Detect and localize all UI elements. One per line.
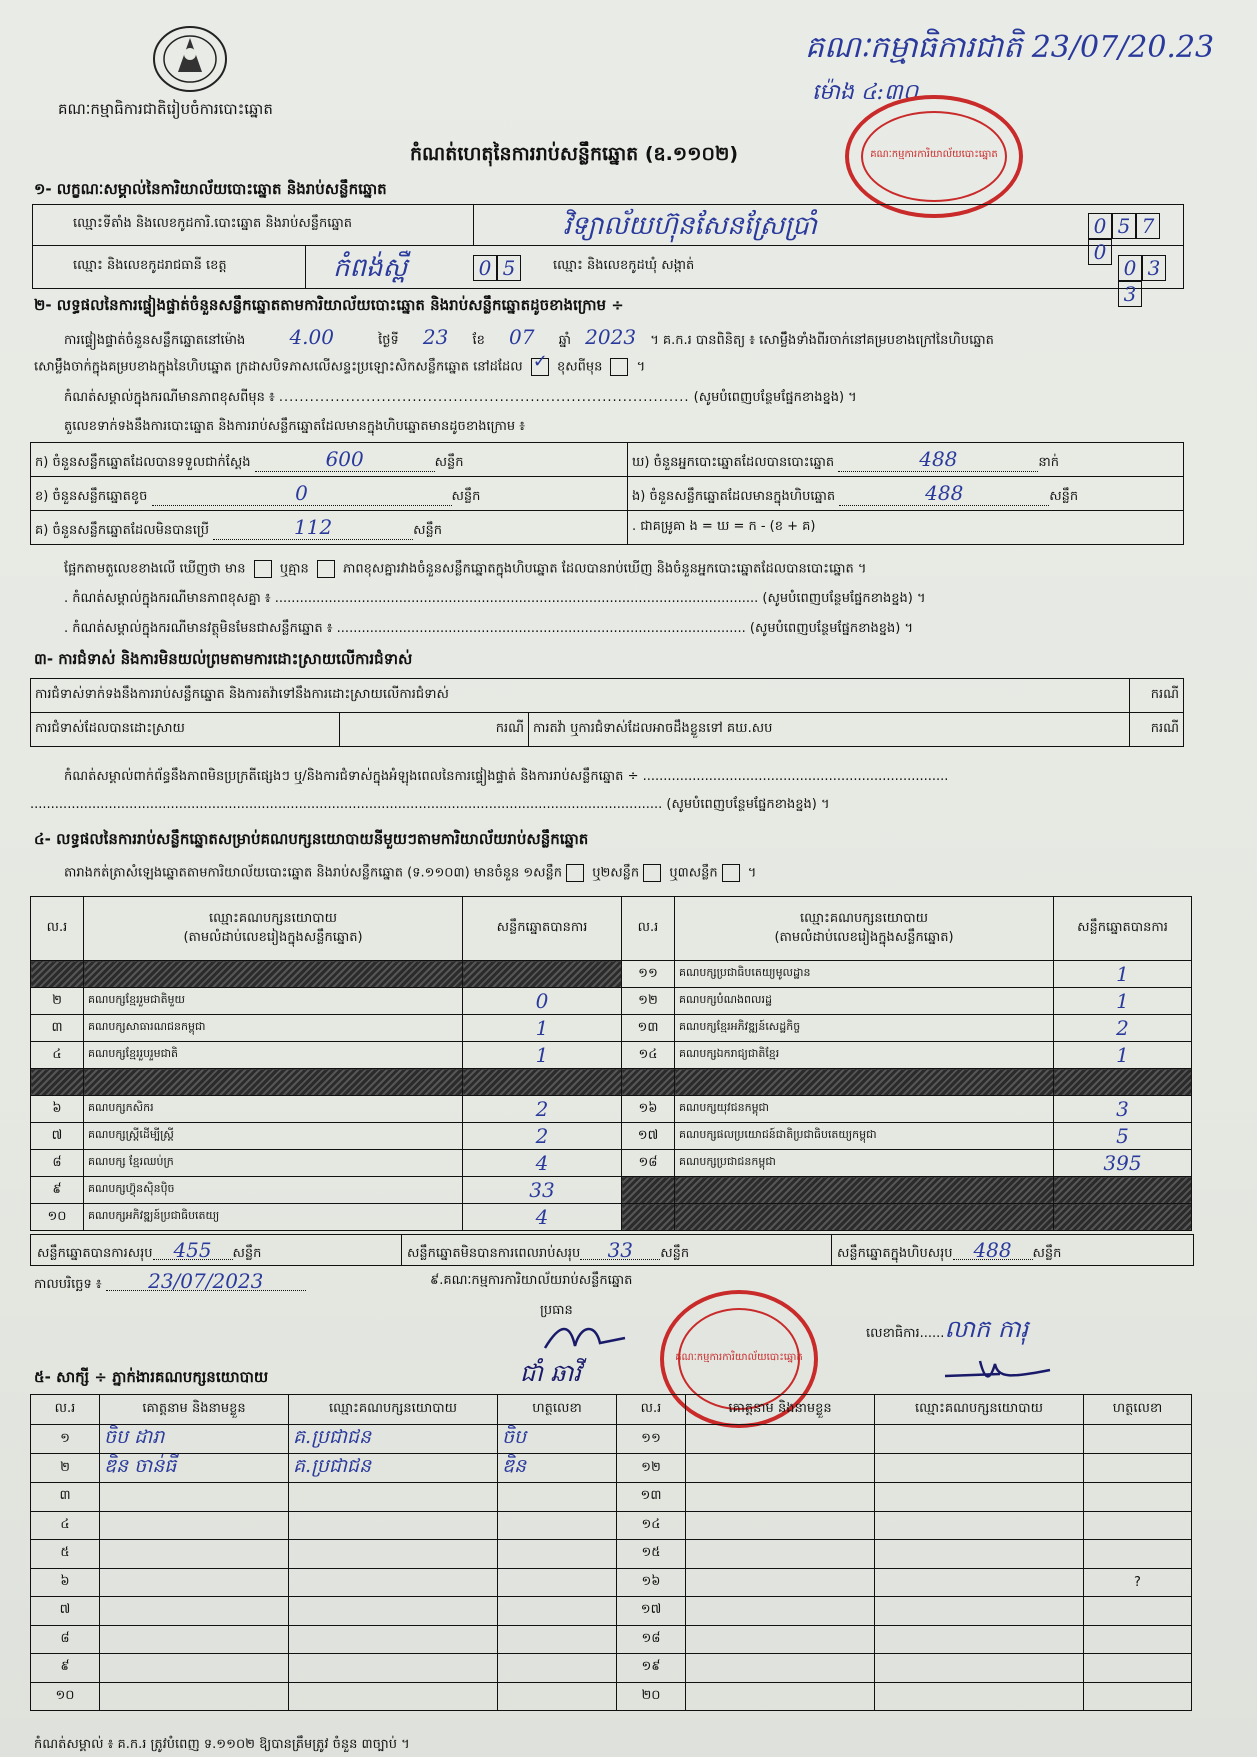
left-party-name (84, 1069, 463, 1096)
right-party-name (675, 1177, 1054, 1204)
irregularity-fill-note: (សូមបំពេញបន្ថែមផ្នែកខាងខ្នង) ។ (666, 797, 830, 812)
chair-name: ជាំ ឆាវី (520, 1359, 581, 1387)
commune-label: ឈ្មោះ និងលេខកូដឃុំ សង្កាត់ (553, 258, 695, 273)
witness-name-right (686, 1511, 875, 1540)
secretary-label: លេខាធិការ......លាក ការុ (866, 1315, 1029, 1343)
witness-party-right (875, 1483, 1084, 1512)
witness-signature-right (1084, 1454, 1192, 1483)
code-digit: 5 (1112, 213, 1136, 239)
witness-name (100, 1597, 289, 1626)
witness-name (100, 1483, 289, 1512)
verify-time: 4.00 (289, 325, 334, 349)
witness-name (100, 1511, 289, 1540)
witness-row (31, 1511, 1192, 1540)
witness-name-right (686, 1540, 875, 1569)
tally-3-label: ឬ៣សន្លឹក (669, 865, 718, 881)
witness-name (100, 1568, 289, 1597)
witness-row (31, 1483, 1192, 1512)
right-party-no: ១៣ (622, 1015, 675, 1042)
right-party-votes: 1 (1054, 988, 1192, 1015)
witness-signature-right: ? (1084, 1568, 1192, 1597)
witness-party (289, 1654, 498, 1683)
diff-no-label: ឬគ្មាន (279, 561, 309, 577)
witness-signature-right (1084, 1597, 1192, 1626)
irregularity-fill: ......................................................................................................................................................... (សូមបំពេញបន្ថែមផ្នែកខាងខ្នង) ។ (30, 797, 830, 812)
results-row (31, 1096, 1192, 1123)
diff-note-label: កំណត់សម្គាល់ក្នុងករណីមានភាពខុសពីមុន ៖ (64, 390, 275, 405)
objection-case3: ករណី (1129, 713, 1183, 747)
w-col-no-right: ល.រ (617, 1395, 686, 1425)
witness-name (100, 1654, 289, 1683)
verify-year-label: ឆ្នាំ (558, 333, 571, 348)
verify-month: 07 (509, 325, 535, 349)
verify-locks-text: ។ គ.ក.រ បានពិនិត្យ ៖ សោម៉្លឹងទាំងពីរចាក់នៅគម្របខាងក្រៅនៃហិបឆ្នោត (650, 333, 994, 348)
witness-signature-right (1084, 1511, 1192, 1540)
section2-title: ២- លទ្ធផលនៃការផ្ទៀងផ្ទាត់ចំនួនសន្លឹកឆ្នោតតាមការិយាល័យបោះឆ្នោត និងរាប់សន្លឹកឆ្នោតដូចខាងក្រោម ÷ (34, 296, 624, 314)
witness-party (289, 1483, 498, 1512)
right-party-no: ១២ (622, 988, 675, 1015)
witness-no-right: ១៩ (617, 1654, 686, 1683)
code-digit: 0 (1118, 255, 1142, 281)
left-party-no: ៦ (31, 1096, 84, 1123)
stamp-text-top: គណៈកម្មការការិយាល័យបោះឆ្នោត (870, 149, 998, 160)
witness-party-right (875, 1511, 1084, 1540)
figures-intro: តួលេខទាក់ទងនឹងការបោះឆ្នោត និងការរាប់សន្លឹកឆ្នោតដែលមានក្នុងហិបឆ្នោតមានដូចខាងក្រោម ៖ (64, 419, 525, 434)
results-row (31, 1069, 1192, 1096)
witness-no-right: ១១ (617, 1425, 686, 1454)
witness-party-right (875, 1425, 1084, 1454)
results-row (31, 1015, 1192, 1042)
w-col-name: គោត្តនាម និងនាមខ្លួន (100, 1395, 289, 1425)
right-party-no: ១១ (622, 961, 675, 988)
w-col-party: ឈ្មោះគណបក្សនយោបាយ (289, 1395, 498, 1425)
right-party-name: គណបក្សឯករាជ្យជាតិខ្មែរ (675, 1042, 1054, 1069)
objection-row1: ការជំទាស់ទាក់ទងនឹងការរាប់សន្លឹកឆ្នោត និងការតវ៉ាទៅនឹងការដោះស្រាយលើការជំទាស់ (31, 679, 1130, 713)
results-row (31, 1042, 1192, 1069)
witness-no: ៤ (31, 1511, 100, 1540)
col-party: ឈ្មោះគណបក្សនយោបាយ (តាមលំដាប់លេខរៀងក្នុងសន្លឹកឆ្នោត) (84, 897, 463, 961)
commune-code (1118, 255, 1183, 307)
note1-line: . កំណត់សម្គាល់ក្នុងករណីមានភាពខុសគ្នា ៖ ..................................................................................................................... (សូមបំពេញបន្ថែមផ្នែកខាងខ្នង) ។ (64, 591, 926, 606)
totals-row (30, 1234, 1194, 1266)
witness-no: ២ (31, 1454, 100, 1483)
results-table (30, 896, 1192, 1231)
witness-party-right (875, 1540, 1084, 1569)
witness-no: ៧ (31, 1597, 100, 1626)
witness-name (100, 1625, 289, 1654)
witness-name-right (686, 1454, 875, 1483)
verify-day-label: ថ្ងៃទី (378, 333, 399, 348)
witness-row (31, 1540, 1192, 1569)
witness-no-right: ១៨ (617, 1625, 686, 1654)
left-party-name: គណបក្សអភិវឌ្ឍន៍ប្រជាធិបតេយ្យ (84, 1204, 463, 1231)
left-party-votes: 0 (463, 988, 622, 1015)
note2-fill: (សូមបំពេញបន្ថែមផ្នែកខាងខ្នង) ។ (749, 621, 914, 636)
section5-title: ៥- សាក្សី ÷ ភ្នាក់ងារគណបក្សនយោបាយ (34, 1368, 269, 1386)
right-party-no: ១៨ (622, 1150, 675, 1177)
witness-party-right (875, 1654, 1084, 1683)
seal-text: សោម៉្លឹងចាក់ក្នុងគម្របខាងក្នុងនៃហិបឆ្នោត ក្រដាសបិទភាសលើសន្ទះប្រឡោះសិកសន្លឹកឆ្នោត នៅដដែល (34, 359, 523, 375)
diff-note-line: កំណត់សម្គាល់ក្នុងករណីមានភាពខុសពីមុន ៖ ................................................................................ (សូមបំពេញបន្ថែមផ្នែកខាងខ្នង) ។ (64, 390, 857, 405)
agency-name: គណៈកម្មាធិការជាតិរៀបចំការបោះឆ្នោត (58, 100, 273, 118)
left-party-no: ៧ (31, 1123, 84, 1150)
seal-line: សោម៉្លឹងចាក់ក្នុងគម្របខាងក្នុងនៃហិបឆ្នោត ក្រដាសបិទភាសលើសន្ទះប្រឡោះសិកសន្លឹកឆ្នោត នៅដដែល ✓ ខុសពីមុន ។ (34, 351, 646, 375)
witness-signature (498, 1511, 617, 1540)
witness-signature (498, 1597, 617, 1626)
witness-row (31, 1654, 1192, 1683)
witness-row (31, 1682, 1192, 1711)
objection-case2: ករណី (340, 713, 529, 747)
date-value: 23/07/2023 (106, 1272, 306, 1291)
right-party-votes: 395 (1054, 1150, 1192, 1177)
witness-name (100, 1540, 289, 1569)
witness-signature-right (1084, 1682, 1192, 1711)
witness-signature-right (1084, 1483, 1192, 1512)
diff-yes-checkbox[interactable] (254, 560, 272, 578)
witness-no-right: ១៦ (617, 1568, 686, 1597)
witness-name-right (686, 1654, 875, 1683)
results-row (31, 961, 1192, 988)
witness-name: ឌិន ចាន់ធី (100, 1454, 289, 1483)
verify-month-label: ខែ (472, 333, 485, 348)
compare-label: ផ្អែកតាមតួលេខខាងលើ ឃើញថា មាន (64, 561, 246, 577)
witness-party (289, 1682, 498, 1711)
witness-party (289, 1568, 498, 1597)
right-party-name: គណបក្សប្រជាធិបតេយ្យមូលដ្ឋាន (675, 961, 1054, 988)
official-stamp-top (845, 95, 1023, 218)
witness-signature: ឌិន (498, 1454, 617, 1483)
compare-line (64, 560, 866, 579)
left-party-votes: 4 (463, 1204, 622, 1231)
compare-text: ភាពខុសគ្នារវាងចំនួនសន្លឹកឆ្នោតក្នុងហិបឆ្នោត ដែលបានរាប់ឃើញ និងចំនួនអ្នកបោះឆ្នោតដែលបានបោះឆ្នោត ។ (343, 561, 867, 577)
results-row (31, 1204, 1192, 1231)
witness-party-right (875, 1454, 1084, 1483)
national-emblem-icon (150, 24, 230, 94)
left-party-name: គណបក្សស្ត្រីដើម្បីស្ត្រី (84, 1123, 463, 1150)
note1-label: . កំណត់សម្គាល់ក្នុងករណីមានភាពខុសគ្នា ៖ (64, 591, 271, 606)
code-digit: 0 (473, 255, 497, 281)
location-label: ឈ្មោះទីតាំង និងលេខកូដការិ.បោះឆ្នោត និងរាប់សន្លឹកឆ្នោត (73, 216, 352, 231)
changed-label: ខុសពីមុន (556, 359, 603, 375)
right-party-name: គណបក្សបំណងពលរដ្ឋ (675, 988, 1054, 1015)
results-row (31, 988, 1192, 1015)
witness-party: គ.ប្រជាជន (289, 1425, 498, 1454)
location-value: វិទ្យាល័យហ៊ុនសែនស្រែប្រាំ (563, 211, 817, 241)
col-no: ល.រ (31, 897, 84, 961)
witness-no: ៣ (31, 1483, 100, 1512)
witness-signature (498, 1654, 617, 1683)
w-col-party-right: ឈ្មោះគណបក្សនយោបាយ (875, 1395, 1084, 1425)
tally-3-checkbox[interactable] (722, 864, 740, 882)
diff-note-fill: (សូមបំពេញបន្ថែមផ្នែកខាងខ្នង) ។ (693, 390, 857, 405)
tally-2-checkbox[interactable] (643, 864, 661, 882)
right-party-no: ១៤ (622, 1042, 675, 1069)
right-party-no (622, 1177, 675, 1204)
figure-d: ឃ) ចំនួនអ្នកបោះឆ្នោតដែលបានបោះឆ្នោត 488 នាក់ (628, 443, 1184, 477)
date-label: កាលបរិច្ឆេទ ៖ (34, 1277, 102, 1292)
committee-label: ៩.គណៈកម្មការការិយាល័យរាប់សន្លឹកឆ្នោត (430, 1273, 633, 1288)
stamp-text-bottom: គណៈកម្មការការិយាល័យបោះឆ្នោត (675, 1352, 803, 1363)
objection-appeal: ការតវ៉ា ឬការជំទាស់ដែលអាចដឹងខ្លួនទៅ គឃ.សប (529, 713, 1130, 747)
left-party-votes: 4 (463, 1150, 622, 1177)
verification-line (64, 325, 994, 350)
right-party-name: គណបក្សខ្មែរអភិវឌ្ឍន៍សេដ្ឋកិច្ច (675, 1015, 1054, 1042)
footer-note: កំណត់សម្គាល់ ៖ គ.ក.រ ត្រូវបំពេញ ទ.១១០២ ឱ្យបានត្រឹមត្រូវ ចំនួន ៣ច្បាប់ ។ (34, 1737, 410, 1752)
secretary-signature-icon (940, 1356, 1060, 1386)
witness-party: គ.ប្រជាជន (289, 1454, 498, 1483)
code-digit: 0 (1088, 213, 1112, 239)
code-digit: 0 (1088, 239, 1112, 265)
witness-no: ៩ (31, 1654, 100, 1683)
witness-name-right (686, 1483, 875, 1512)
right-party-votes: 5 (1054, 1123, 1192, 1150)
tally-1-checkbox[interactable] (566, 864, 584, 882)
left-party-no: ៨ (31, 1150, 84, 1177)
province-value: កំពង់ស្ពឺ (333, 253, 408, 283)
formula: . ជាគម្រូគា ង = ឃ = ក - (ខ + គ) (628, 511, 1184, 545)
witness-no: ៦ (31, 1568, 100, 1597)
right-party-no: ១៦ (622, 1096, 675, 1123)
tally-2-label: ឬ២សន្លឹក (592, 865, 640, 881)
witness-signature (498, 1625, 617, 1654)
witness-signature-right (1084, 1540, 1192, 1569)
witness-signature (498, 1568, 617, 1597)
left-party-name: គណបក្ស ខ្មែរឈប់ក្រ (84, 1150, 463, 1177)
col-party-right: ឈ្មោះគណបក្សនយោបាយ (តាមលំដាប់លេខរៀងក្នុងសន្លឹកឆ្នោត) (675, 897, 1054, 961)
note1-fill: (សូមបំពេញបន្ថែមផ្នែកខាងខ្នង) ។ (762, 591, 926, 606)
total-valid: សន្លឹកឆ្នោតបានការសរុប 455 សន្លឹក (37, 1238, 262, 1262)
w-col-no: ល.រ (31, 1395, 100, 1425)
left-party-votes: 33 (463, 1177, 622, 1204)
section4-title: ៤- លទ្ធផលនៃការរាប់សន្លឹកឆ្នោតសម្រាប់គណបក្សនយោបាយនីមួយៗតាមការិយាល័យរាប់សន្លឹកឆ្នោត (34, 830, 589, 848)
right-party-name: គណបក្សប្រជាជនកម្ពុជា (675, 1150, 1054, 1177)
right-party-name (675, 1204, 1054, 1231)
objection-resolved: ការជំទាស់ដែលបានដោះស្រាយ (31, 713, 340, 747)
left-party-no (31, 1069, 84, 1096)
witness-name-right (686, 1425, 875, 1454)
figure-b: ខ) ចំនួនសន្លឹកឆ្នោតខូច 0 សន្លឹក (31, 477, 628, 511)
objections-table (30, 678, 1184, 747)
code-digit: 3 (1118, 281, 1142, 307)
col-votes: សន្លឹកឆ្នោតបានការ (463, 897, 622, 961)
witness-table (30, 1394, 1192, 1711)
witness-party-right (875, 1682, 1084, 1711)
witness-no: ៨ (31, 1625, 100, 1654)
right-party-votes: 2 (1054, 1015, 1192, 1042)
right-party-votes (1054, 1204, 1192, 1231)
left-party-name: គណបក្សខ្មែររួមជាតិមួយ (84, 988, 463, 1015)
col-no-right: ល.រ (622, 897, 675, 961)
witness-signature-right (1084, 1425, 1192, 1454)
witness-no: ១០ (31, 1682, 100, 1711)
witness-name: ចិប ដារា (100, 1425, 289, 1454)
w-col-sign-right: ហត្ថលេខា (1084, 1395, 1192, 1425)
province-code (473, 255, 521, 281)
chair-signature-icon (540, 1318, 630, 1358)
irregularity-label: កំណត់សម្គាល់ពាក់ព័ន្ធនឹងភាពមិនប្រក្រតីផ្សេងៗ ឬ/និងការជំទាស់ក្នុងអំឡុងពេលនៃការផ្ទៀងផ្ទាត់ និងការរាប់សន្លឹកឆ្នោត ÷ (64, 769, 639, 784)
changed-checkbox[interactable] (610, 358, 628, 376)
witness-signature: ចិប (498, 1425, 617, 1454)
witness-signature-right (1084, 1625, 1192, 1654)
code-digit: 7 (1136, 213, 1160, 239)
witness-party (289, 1625, 498, 1654)
total-box: សន្លឹកឆ្នោតក្នុងហិបសរុប 488 សន្លឹក (837, 1238, 1062, 1262)
w-col-sign: ហត្ថលេខា (498, 1395, 617, 1425)
witness-signature (498, 1682, 617, 1711)
results-row (31, 1177, 1192, 1204)
witness-row (31, 1568, 1192, 1597)
left-party-name (84, 961, 463, 988)
right-party-votes (1054, 1177, 1192, 1204)
witness-party-right (875, 1625, 1084, 1654)
witness-party (289, 1540, 498, 1569)
figures-table (30, 442, 1184, 545)
witness-row (31, 1425, 1192, 1454)
right-party-votes: 1 (1054, 961, 1192, 988)
right-party-name: គណបក្សយុវជនកម្ពុជា (675, 1096, 1054, 1123)
code-digit: 5 (497, 255, 521, 281)
unchanged-checkbox[interactable]: ✓ (531, 358, 549, 376)
witness-row (31, 1597, 1192, 1626)
results-row (31, 1123, 1192, 1150)
left-party-votes (463, 961, 622, 988)
right-party-votes (1054, 1069, 1192, 1096)
code-digit: 3 (1142, 255, 1166, 281)
chair-label: ប្រធាន (540, 1303, 573, 1318)
witness-no-right: ២០ (617, 1682, 686, 1711)
witness-name-right (686, 1625, 875, 1654)
witness-no: ៥ (31, 1540, 100, 1569)
handwritten-time: ម៉ោង ៤:៣០ (812, 80, 919, 105)
right-party-no (622, 1069, 675, 1096)
witness-no-right: ១៥ (617, 1540, 686, 1569)
witness-no-right: ១៤ (617, 1511, 686, 1540)
verify-day: 23 (422, 325, 449, 349)
col-votes-right: សន្លឹកឆ្នោតបានការ (1054, 897, 1192, 961)
date-line (34, 1269, 306, 1294)
left-party-no: ១០ (31, 1204, 84, 1231)
witness-name-right (686, 1682, 875, 1711)
left-party-votes: 2 (463, 1123, 622, 1150)
tally-1-label: តារាងកត់ត្រាសំឡេងឆ្នោតតាមការិយាល័យបោះឆ្នោត និងរាប់សន្លឹកឆ្នោត (ទ.១១០៣) មានចំនួន ១សន្លឹក (64, 865, 563, 881)
province-label: ឈ្មោះ និងលេខកូដរាជធានី ខេត្ត (73, 258, 227, 273)
right-party-votes: 1 (1054, 1042, 1192, 1069)
diff-no-checkbox[interactable] (317, 560, 335, 578)
witness-name-right (686, 1568, 875, 1597)
witness-party (289, 1597, 498, 1626)
tally-sheet-line: តារាងកត់ត្រាសំឡេងឆ្នោតតាមការិយាល័យបោះឆ្នោត និងរាប់សន្លឹកឆ្នោត (ទ.១១០៣) មានចំនួន ១សន្លឹក ឬ២សន្លឹក ឬ៣សន្លឹក ។ (64, 865, 757, 881)
left-party-no: ២ (31, 988, 84, 1015)
witness-no-right: ១៧ (617, 1597, 686, 1626)
witness-signature (498, 1540, 617, 1569)
verify-year: 2023 (585, 325, 637, 349)
witness-signature-right (1084, 1654, 1192, 1683)
left-party-name: គណបក្សកសិករ (84, 1096, 463, 1123)
note2-label: . កំណត់សម្គាល់ក្នុងករណីមានវត្ថុមិនមែនជាសន្លឹកឆ្នោត ៖ (64, 621, 333, 636)
witness-no-right: ១៣ (617, 1483, 686, 1512)
witness-row (31, 1625, 1192, 1654)
verify-time-label: ការផ្ទៀងផ្ទាត់ចំនួនសន្លឹកឆ្នោតនៅម៉ោង (64, 333, 246, 348)
left-party-votes: 1 (463, 1042, 622, 1069)
section1-title: ១- លក្ខណៈសម្គាល់នៃការិយាល័យបោះឆ្នោត និងរាប់សន្លឹកឆ្នោត (34, 180, 387, 198)
witness-party-right (875, 1568, 1084, 1597)
left-party-votes: 2 (463, 1096, 622, 1123)
handwritten-date-note: គណៈកម្មាធិការជាតិ 23/07/20.23 (805, 30, 1215, 65)
right-party-name (675, 1069, 1054, 1096)
right-party-no: ១៧ (622, 1123, 675, 1150)
right-party-no (622, 1204, 675, 1231)
figure-e: ង) ចំនួនសន្លឹកឆ្នោតដែលមានក្នុងហិបឆ្នោត 488 សន្លឹក (628, 477, 1184, 511)
objection-case1: ករណី (1129, 679, 1183, 713)
figure-a: ក) ចំនួនសន្លឹកឆ្នោតដែលបានទទួលជាក់ស្តែង 600 សន្លឹក (31, 443, 628, 477)
left-party-votes: 1 (463, 1015, 622, 1042)
left-party-name: គណបក្សសាធារណជនកម្ពុជា (84, 1015, 463, 1042)
total-invalid: សន្លឹកឆ្នោតមិនបានការពេលរាប់សរុប 33 សន្លឹក (407, 1238, 690, 1262)
witness-row (31, 1454, 1192, 1483)
witness-no-right: ១២ (617, 1454, 686, 1483)
section3-title: ៣- ការជំទាស់ និងការមិនយល់ព្រមតាមការដោះស្រាយលើការជំទាស់ (34, 650, 413, 668)
w-col-name-right: គោត្តនាម និងនាមខ្លួន (686, 1395, 875, 1425)
left-party-no: ៩ (31, 1177, 84, 1204)
witness-no: ១ (31, 1425, 100, 1454)
left-party-no: ៣ (31, 1015, 84, 1042)
left-party-votes (463, 1069, 622, 1096)
witness-party (289, 1511, 498, 1540)
right-party-name: គណបក្សផលប្រយោជន៍ជាតិប្រជាធិបតេយ្យកម្ពុជា (675, 1123, 1054, 1150)
results-row (31, 1150, 1192, 1177)
left-party-no: ៤ (31, 1042, 84, 1069)
right-party-votes: 3 (1054, 1096, 1192, 1123)
left-party-name: គណបក្សខ្មែររួបរួមជាតិ (84, 1042, 463, 1069)
note2-line: . កំណត់សម្គាល់ក្នុងករណីមានវត្ថុមិនមែនជាសន្លឹកឆ្នោត ៖ ................................................................................................... (សូមបំពេញបន្ថែមផ្នែកខាងខ្នង) ។ (64, 621, 914, 636)
witness-name-right (686, 1597, 875, 1626)
figure-c: គ) ចំនួនសន្លឹកឆ្នោតដែលមិនបានប្រើ 112 សន្លឹក (31, 511, 628, 545)
witness-name (100, 1682, 289, 1711)
irregularity-note: កំណត់សម្គាល់ពាក់ព័ន្ធនឹងភាពមិនប្រក្រតីផ្សេងៗ ឬ/និងការជំទាស់ក្នុងអំឡុងពេលនៃការផ្ទៀងផ្ទាត់ និងការរាប់សន្លឹកឆ្នោត ÷ .......................................................................... (64, 769, 949, 784)
left-party-name: គណបក្សហ៊្វុនស៊ិនប៉ិច (84, 1177, 463, 1204)
left-party-no (31, 961, 84, 988)
witness-party-right (875, 1597, 1084, 1626)
form-title: កំណត់ហេតុនៃការរាប់សន្លឹកឆ្នោត (ឧ.១១០២) (410, 143, 739, 165)
witness-signature (498, 1483, 617, 1512)
